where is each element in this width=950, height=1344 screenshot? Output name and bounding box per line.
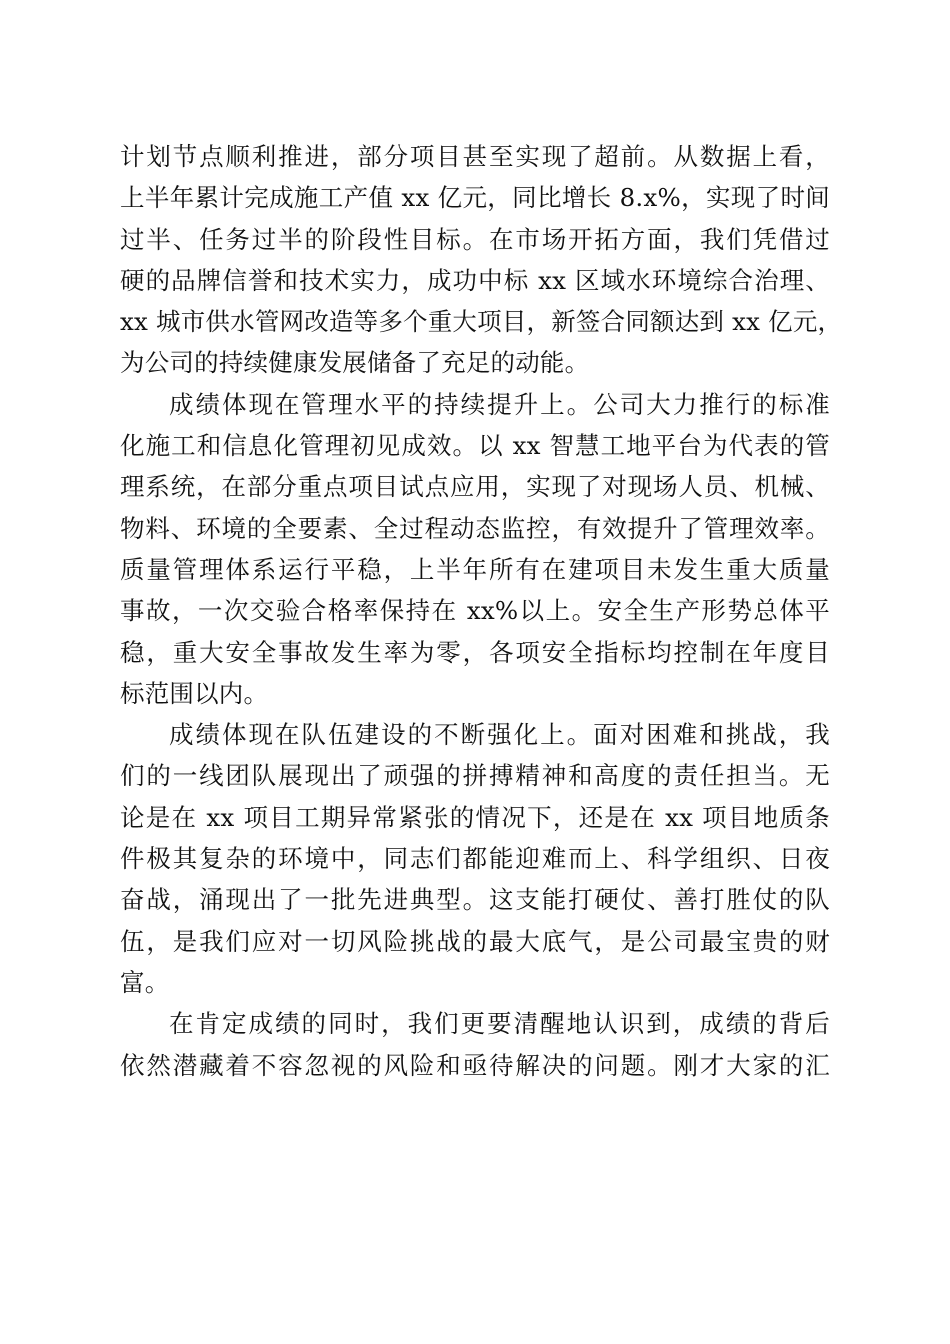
text-line: 件极其复杂的环境中，同志们都能迎难而上、科学组织、日夜 (120, 844, 830, 874)
text-line: 硬的品牌信誉和技术实力，成功中标 xx 区域水环境综合治理、 (120, 265, 830, 295)
text-line: 富。 (120, 967, 170, 997)
text-line: 奋战，涌现出了一批先进典型。这支能打硬仗、善打胜仗的队 (120, 885, 830, 915)
text-line: 质量管理体系运行平稳，上半年所有在建项目未发生重大质量 (120, 554, 830, 584)
paragraph-progress (120, 136, 843, 384)
text-line: 物料、环境的全要素、全过程动态监控，有效提升了管理效率。 (120, 513, 830, 543)
text-line: 依然潜藏着不容忽视的风险和亟待解决的问题。刚才大家的汇 (120, 1050, 830, 1080)
text-line: 上半年累计完成施工产值 xx 亿元，同比增长 8.x%，实现了时间 (120, 183, 830, 213)
text-line: xx 城市供水管网改造等多个重大项目，新签合同额达到 xx 亿元， (120, 307, 843, 337)
text-line: 过半、任务过半的阶段性目标。在市场开拓方面，我们凭借过 (120, 224, 830, 254)
paragraph-management (120, 384, 830, 714)
text-line: 们的一线团队展现出了顽强的拼搏精神和高度的责任担当。无 (120, 761, 830, 791)
text-line: 论是在 xx 项目工期异常紧张的情况下，还是在 xx 项目地质条 (120, 802, 830, 832)
text-line: 化施工和信息化管理初见成效。以 xx 智慧工地平台为代表的管 (120, 431, 830, 461)
paragraph-team (120, 714, 830, 1003)
text-line: 计划节点顺利推进，部分项目甚至实现了超前。从数据上看， (120, 142, 830, 171)
text-line: 稳，重大安全事故发生率为零，各项安全指标均控制在年度目 (120, 637, 830, 667)
text-line: 伍，是我们应对一切风险挑战的最大底气，是公司最宝贵的财 (120, 926, 830, 956)
text-line: 成绩体现在队伍建设的不断强化上。面对困难和挑战，我 (169, 720, 830, 750)
text-line: 理系统，在部分重点项目试点应用，实现了对现场人员、机械、 (120, 472, 830, 502)
paragraph-risks (120, 1003, 830, 1086)
text-line: 成绩体现在管理水平的持续提升上。公司大力推行的标准 (169, 389, 830, 419)
text-line: 在肯定成绩的同时，我们更要清醒地认识到，成绩的背后 (169, 1009, 830, 1039)
text-line: 标范围以内。 (120, 678, 269, 708)
document-body (120, 136, 843, 1086)
text-line: 为公司的持续健康发展储备了充足的动能。 (120, 348, 590, 378)
text-line: 事故，一次交验合格率保持在 xx%以上。安全生产形势总体平 (120, 596, 830, 626)
